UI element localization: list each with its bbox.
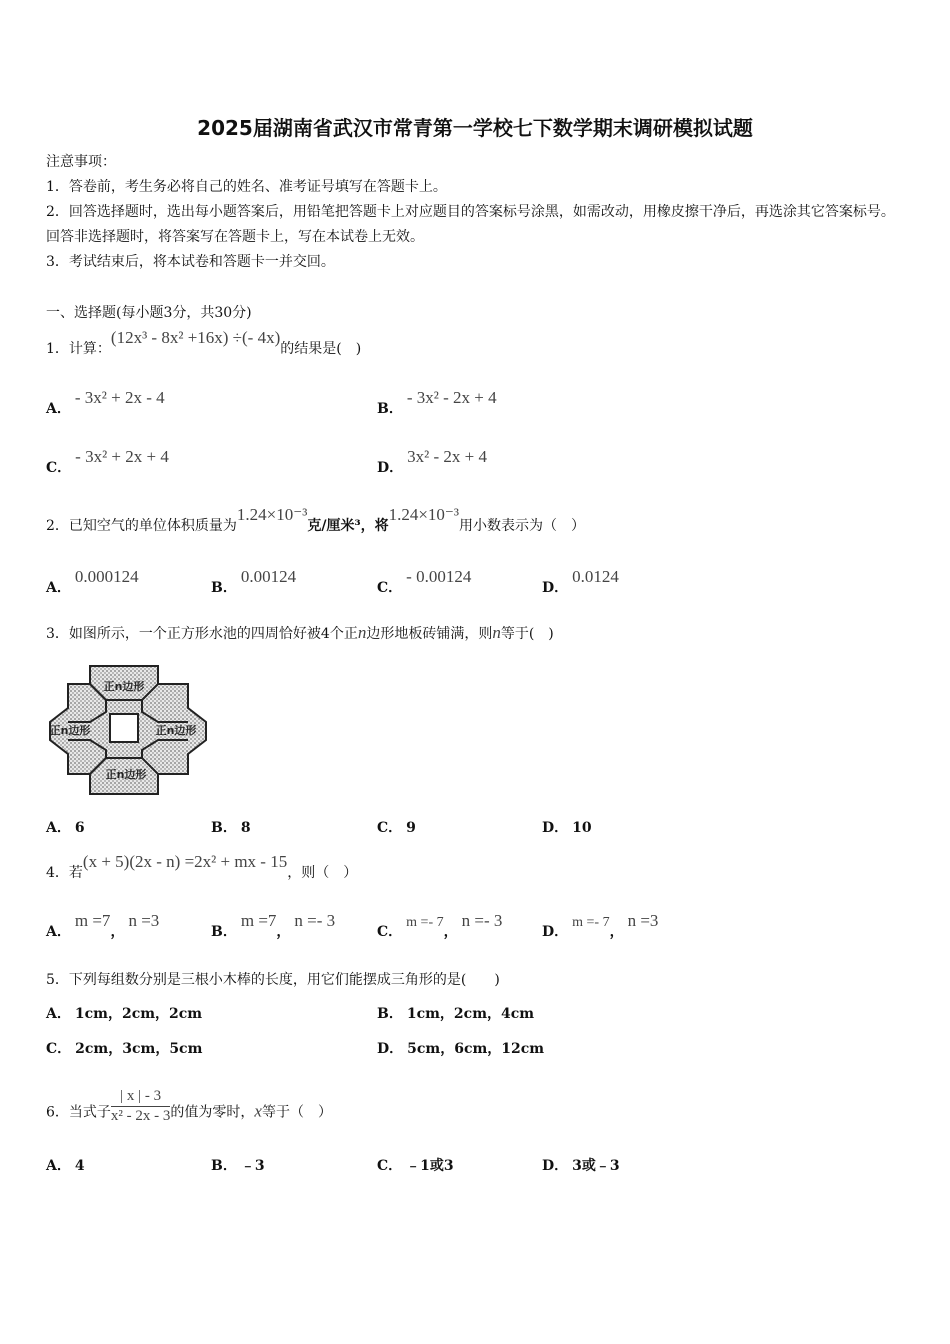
question-text: 如图所示，一个正方形水池的四周恰好被4个正 [68,626,358,642]
math-variable: n [492,623,501,642]
option-value: 0.0124 [572,567,619,586]
q2-option-b[interactable] [211,567,297,597]
q6-option-b[interactable] [211,1155,269,1175]
option-label: C． [377,820,403,836]
question-text: 已知空气的单位体积质量为 [68,518,237,534]
option-label: A． [46,580,71,596]
q5-option-b[interactable] [377,1003,538,1023]
q2-option-d[interactable] [542,567,619,597]
question-text: 若 [68,865,83,881]
question-6 [46,1088,332,1131]
q3-option-d[interactable] [542,817,596,837]
q5-option-d[interactable] [377,1038,548,1058]
math-expression: (12x³ - 8x² +16x) ÷(- 4x) [110,328,281,347]
q5-option-a[interactable] [46,1003,206,1023]
option-label: C． [46,1041,72,1057]
q1-option-a[interactable] [46,388,165,418]
option-label: D． [542,924,569,940]
option-label: A． [46,924,71,940]
option-label: D． [542,580,569,596]
option-value: 0.000124 [74,567,139,586]
tile-label-right: 正n边形 [155,724,197,737]
q3-option-b[interactable] [211,817,255,837]
section-heading: 一、选择题(每小题3分，共30分) [46,305,252,321]
question-5 [46,969,500,989]
option-value-n: n =3 [128,911,160,930]
question-text: ，则（ ） [287,865,358,881]
q4-option-d[interactable]: D．m =- 7，n =3 [542,911,659,940]
question-4 [46,852,358,882]
option-label: A． [46,1158,71,1174]
tile-label-top: 正n边形 [103,680,145,693]
q2-option-a[interactable] [46,567,139,597]
option-value: - 3x² + 2x - 4 [74,388,165,407]
math-expression: (x + 5)(2x - n) =2x² + mx - 15 [82,852,288,871]
option-label: D． [377,460,404,476]
q4-option-b[interactable]: B．m =7，n =- 3 [211,911,336,940]
option-value: 8 [240,820,251,836]
option-value: 5cm，6cm，12cm [407,1041,545,1057]
question-text: 下列每组数分别是三根小木棒的长度，用它们能摆成三角形的是( ) [68,972,500,988]
q4-option-a[interactable]: A．m =7，n =3 [46,911,160,940]
question-3 [46,623,554,643]
option-label: B． [377,401,403,417]
option-value: 1cm，2cm，4cm [406,1006,535,1022]
option-value: 2cm，3cm，5cm [75,1041,203,1057]
tile-label-left: 正n边形 [49,724,91,737]
question-text: 边形地板砖铺满，则 [366,626,493,642]
option-label: D． [542,820,569,836]
option-value: - 0.00124 [406,567,472,586]
note-item-3: 3．考试结束后，将本试卷和答题卡一并交回。 [46,254,335,270]
option-value: 1cm，2cm，2cm [74,1006,203,1022]
option-value-n: n =3 [627,911,659,930]
option-value: 9 [406,820,416,836]
q3-option-a[interactable] [46,817,89,837]
question-number: 6． [46,1104,69,1121]
option-value: 10 [572,820,592,836]
question-number: 3． [46,626,69,642]
question-number: 4． [46,865,69,881]
question-2 [46,505,586,535]
option-label: D． [377,1041,404,1057]
math-expression: 1.24×10⁻³ [236,505,308,524]
option-label: A． [46,820,71,836]
question-text: 当式子 [68,1104,111,1121]
option-value-n: n =- 3 [294,911,336,930]
square-pool [110,714,138,742]
tile-label-bottom: 正n边形 [105,768,147,781]
option-value: - 3x² + 2x + 4 [75,447,169,466]
option-value: 4 [74,1158,85,1174]
q2-option-c[interactable] [377,567,472,597]
option-label: B． [211,820,237,836]
question-text: 计算： [68,341,111,357]
exam-title: 2025届湖南省武汉市常青第一学校七下数学期末调研模拟试题 [197,116,753,140]
question-1 [46,328,362,358]
q6-option-c[interactable] [377,1155,458,1175]
option-value-n: n =- 3 [461,911,503,930]
fraction-numerator: | x | - 3 [111,1088,171,1107]
option-value: ﹣1或3 [406,1158,454,1174]
option-label: B． [211,924,237,940]
option-label: B． [211,580,237,596]
option-value: 3x² - 2x + 4 [407,447,487,466]
question-text: 的结果是( ) [280,341,362,357]
fraction-expression [111,1088,171,1125]
q1-option-c[interactable] [46,447,169,477]
option-value: - 3x² - 2x + 4 [406,388,497,407]
option-value: 3或﹣3 [572,1158,620,1174]
question-text: 等于( ) [500,626,554,642]
q3-option-c[interactable] [377,817,420,837]
note-item-2: 2．回答选择题时，选出每小题答案后，用铅笔把答题卡上对应题目的答案标号涂黑，如需改动，用橡皮擦干净后，再选涂其它答案标号。回答非选择题时，将答案写在答题卡上，写在本试卷上无效。 [46,204,895,245]
option-label: D． [542,1158,569,1174]
note-item-1: 1．答卷前，考生务必将自己的姓名、准考证号填写在答题卡上。 [46,179,447,195]
option-value-m: m =7 [74,911,111,930]
option-label: A． [46,1006,71,1022]
option-label: C． [46,460,72,476]
option-value: ﹣3 [240,1158,265,1174]
fraction-denominator: x² - 2x - 3 [110,1108,171,1124]
question-number: 1． [46,341,69,357]
pool-tiling-figure [46,662,208,798]
option-label: A． [46,401,71,417]
q4-option-c[interactable]: C．m =- 7，n =- 3 [377,911,503,940]
option-value-m: m =- 7 [572,915,610,930]
option-value: 6 [74,820,85,836]
option-value-m: m =7 [240,911,277,930]
option-label: C． [377,1158,403,1174]
math-variable: n [357,623,367,642]
notes-heading: 注意事项： [46,154,116,170]
question-text: 克/厘米³，将 [307,518,389,534]
math-expression: 1.24×10⁻³ [388,505,460,524]
option-label: B． [211,1158,237,1174]
q6-option-d[interactable] [542,1155,624,1175]
math-variable: x [254,1101,262,1121]
option-label: C． [377,924,403,940]
option-value-m: m =- 7 [406,915,444,930]
q6-option-a[interactable] [46,1155,89,1175]
option-value: 0.00124 [240,567,297,586]
question-number: 2． [46,518,69,534]
question-text: 等于（ ） [261,1104,332,1121]
q1-option-d[interactable] [377,447,487,477]
option-label: B． [377,1006,403,1022]
question-number: 5． [46,972,69,988]
question-text: 用小数表示为（ ） [459,518,586,534]
q1-option-b[interactable] [377,388,497,418]
option-label: C． [377,580,403,596]
question-text: 的值为零时， [170,1104,255,1121]
q5-option-c[interactable] [46,1038,206,1058]
